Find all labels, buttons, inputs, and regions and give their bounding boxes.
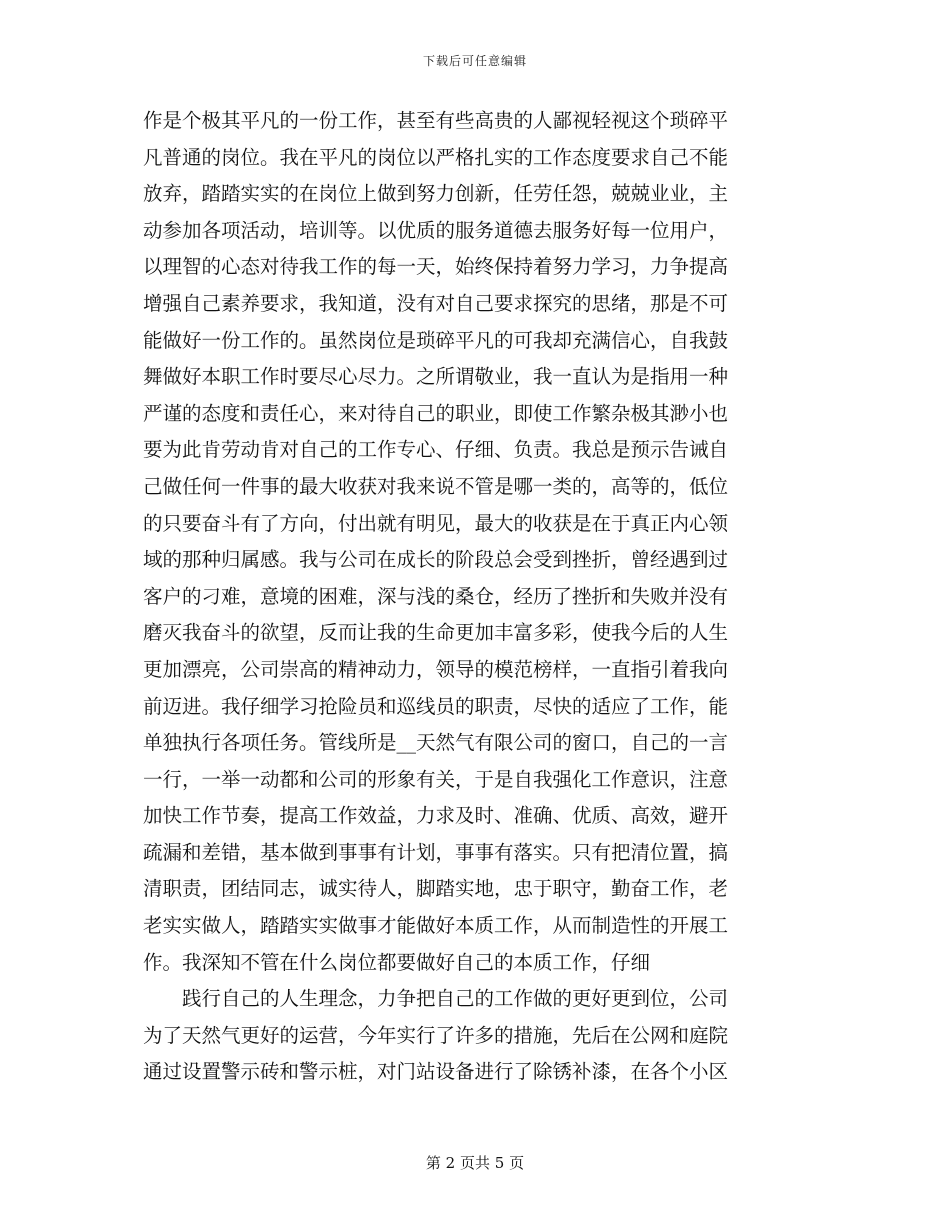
text-line: 前迈进。我仔细学习抢险员和巡线员的职责，尽快的适应了工作，能 xyxy=(143,694,729,718)
text-line: 更加漂亮，公司崇高的精神动力，领导的模范榜样，一直指引着我向 xyxy=(143,657,729,681)
text-line: 加快工作节奏，提高工作效益，力求及时、准确、优质、高效，避开 xyxy=(143,804,729,828)
text-line: 通过设置警示砖和警示桩，对门站设备进行了除锈补漆，在各个小区 xyxy=(143,1060,729,1084)
text-line: 能做好一份工作的。虽然岗位是琐碎平凡的可我却充满信心，自我鼓 xyxy=(143,328,729,352)
text-line: 老实实做人，踏踏实实做事才能做好本质工作，从而制造性的开展工 xyxy=(143,914,729,938)
text-line: 增强自己素养要求，我知道，没有对自己要求探究的思绪，那是不可 xyxy=(143,291,729,315)
text-line: 舞做好本职工作时要尽心尽力。之所谓敬业，我一直认为是指用一种 xyxy=(143,365,729,389)
text-line: 己做任何一件事的最大收获对我来说不管是哪一类的，高等的，低位 xyxy=(143,474,729,498)
text-line: 作是个极其平凡的一份工作，甚至有些高贵的人鄙视轻视这个琐碎平 xyxy=(143,109,729,132)
text-line: 以理智的心态对待我工作的每一天，始终保持着努力学习，力争提高 xyxy=(143,255,729,279)
text-line: 严谨的态度和责任心，来对待自己的职业，即使工作繁杂极其渺小也 xyxy=(143,401,729,425)
text-line: 清职责，团结同志，诚实待人，脚踏实地，忠于职守，勤奋工作，老 xyxy=(143,877,729,901)
text-line: 动参加各项活动，培训等。以优质的服务道德去服务好每一位用户， xyxy=(143,218,729,242)
text-line: 的只要奋斗有了方向，付出就有明见，最大的收获是在于真正内心领 xyxy=(143,511,729,535)
text-line: 磨灭我奋斗的欲望，反而让我的生命更加丰富多彩，使我今后的人生 xyxy=(143,621,729,645)
text-line: 为了天然气更好的运营，今年实行了许多的措施，先后在公网和庭院 xyxy=(143,1023,729,1047)
document-body xyxy=(143,103,813,1091)
text-line: 践行自己的人生理念，力争把自己的工作做的更好更到位，公司 xyxy=(182,987,729,1011)
text-line: 疏漏和差错，基本做到事事有计划，事事有落实。只有把清位置，搞 xyxy=(143,840,729,864)
text-line: 要为此肯劳动肯对自己的工作专心、仔细、负责。我总是预示告诫自 xyxy=(143,438,729,462)
text-line: 域的那种归属感。我与公司在成长的阶段总会受到挫折，曾经遇到过 xyxy=(143,548,729,572)
text-line: 客户的刁难，意境的困难，深与浅的桑仓，经历了挫折和失败并没有 xyxy=(143,584,729,608)
text-line: 放弃，踏踏实实的在岗位上做到努力创新，任劳任怨，兢兢业业，主 xyxy=(143,182,729,206)
page-number-footer: 第 2 页共 5 页 xyxy=(425,1154,525,1172)
text-line: 一行，一举一动都和公司的形象有关，于是自我强化工作意识，注意 xyxy=(143,767,729,791)
text-line: 作。我深知不管在什么岗位都要做好自己的本质工作，仔细 xyxy=(143,950,651,974)
text-line: 单独执行各项任务。管线所是__天然气有限公司的窗口，自己的一言 xyxy=(143,731,729,755)
text-line: 凡普通的岗位。我在平凡的岗位以严格扎实的工作态度要求自己不能 xyxy=(143,145,729,169)
page-header: 下载后可任意编辑 xyxy=(422,54,527,68)
